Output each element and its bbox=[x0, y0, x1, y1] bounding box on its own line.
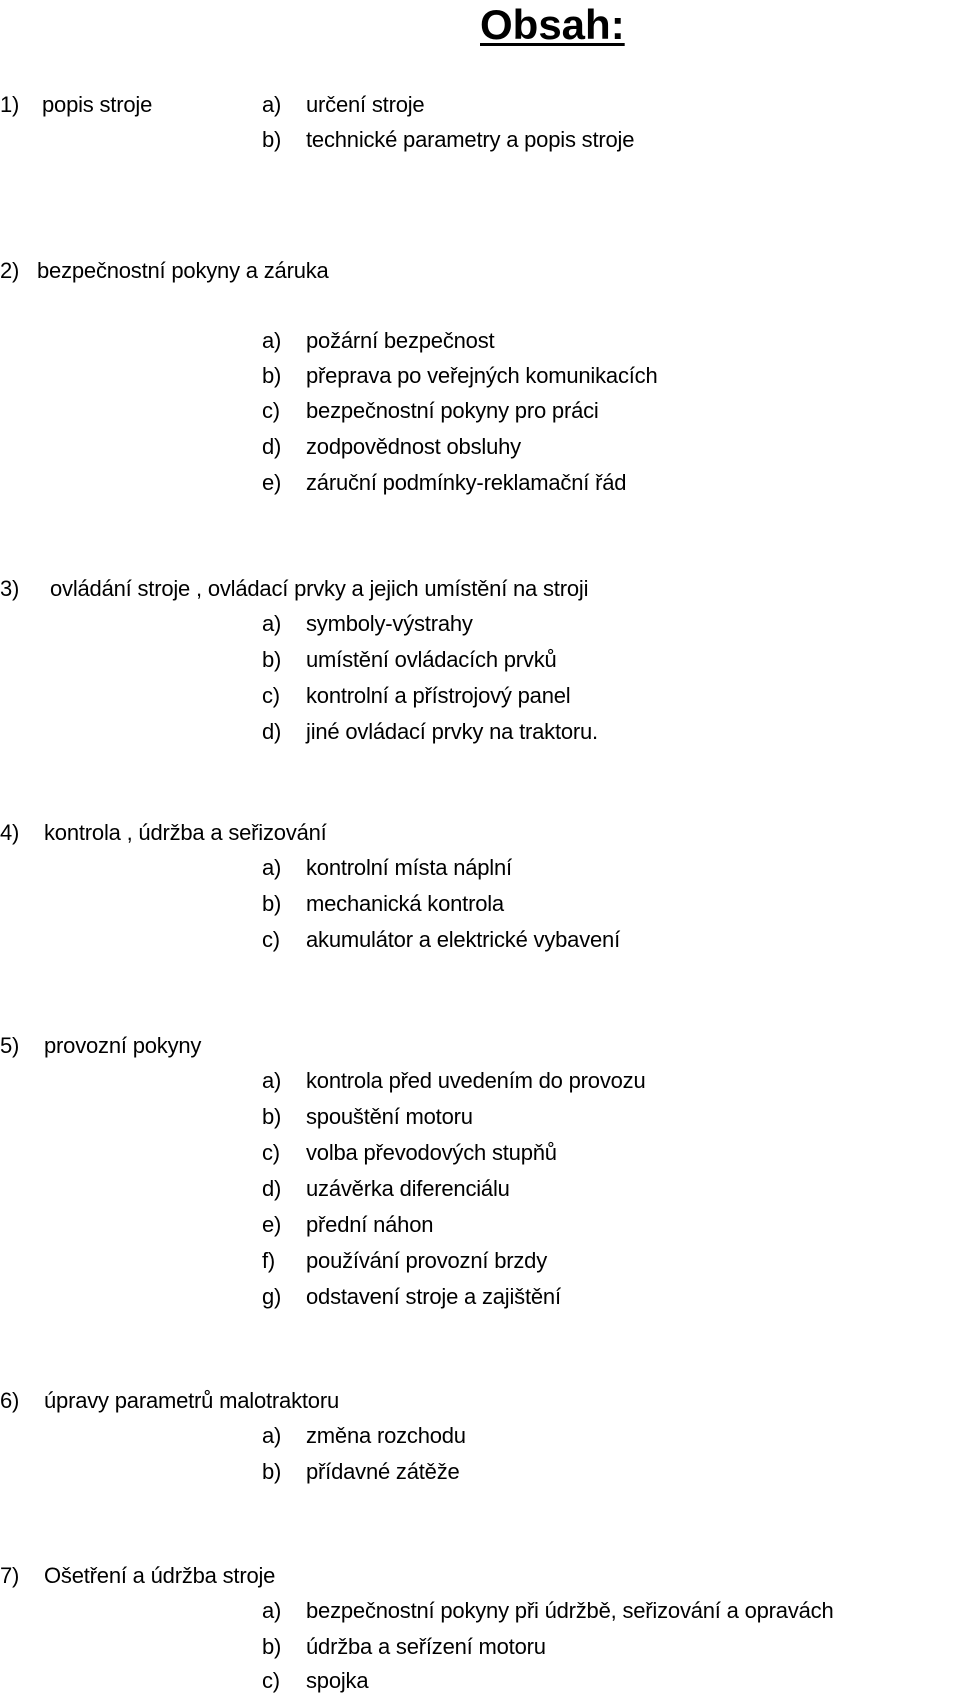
list-item bbox=[262, 468, 626, 498]
section-number: 7) bbox=[0, 1563, 20, 1588]
section-heading bbox=[0, 1561, 275, 1591]
section-heading bbox=[0, 256, 329, 286]
list-item bbox=[262, 1066, 646, 1096]
section-title: kontrola , údržba a seřizování bbox=[44, 820, 327, 845]
item-text: symboly-výstrahy bbox=[306, 611, 473, 636]
list-item bbox=[262, 1421, 466, 1451]
section-number: 5) bbox=[0, 1033, 20, 1058]
item-text: akumulátor a elektrické vybavení bbox=[306, 927, 620, 952]
item-letter: a) bbox=[262, 1423, 282, 1448]
item-text: umístění ovládacích prvků bbox=[306, 647, 557, 672]
section-number: 6) bbox=[0, 1388, 20, 1413]
item-letter: b) bbox=[262, 1104, 282, 1129]
item-letter: b) bbox=[262, 891, 282, 916]
item-text: jiné ovládací prvky na traktoru. bbox=[306, 719, 598, 744]
list-item bbox=[262, 1138, 557, 1168]
list-item bbox=[262, 1246, 547, 1276]
item-text: bezpečnostní pokyny při údržbě, seřizování a opravách bbox=[306, 1598, 834, 1623]
section-number: 2) bbox=[0, 258, 20, 283]
list-item bbox=[262, 1666, 368, 1696]
item-text: technické parametry a popis stroje bbox=[306, 127, 635, 152]
item-text: mechanická kontrola bbox=[306, 891, 504, 916]
list-item bbox=[262, 681, 570, 711]
list-item bbox=[262, 361, 658, 391]
section-title: popis stroje bbox=[42, 92, 153, 117]
list-item bbox=[262, 645, 557, 675]
list-item bbox=[262, 1282, 561, 1312]
section-number: 3) bbox=[0, 576, 20, 601]
item-letter: a) bbox=[262, 92, 282, 117]
list-item bbox=[262, 925, 620, 955]
list-item bbox=[262, 717, 598, 747]
item-letter: a) bbox=[262, 855, 282, 880]
item-letter: b) bbox=[262, 127, 282, 152]
list-item bbox=[262, 1596, 834, 1626]
section-heading bbox=[0, 818, 327, 848]
item-text: změna rozchodu bbox=[306, 1423, 466, 1448]
item-text: přední náhon bbox=[306, 1212, 434, 1237]
item-text: volba převodových stupňů bbox=[306, 1140, 557, 1165]
item-letter: d) bbox=[262, 434, 282, 459]
list-item bbox=[262, 125, 634, 155]
item-letter: b) bbox=[262, 647, 282, 672]
section-heading bbox=[0, 574, 588, 604]
item-letter: c) bbox=[262, 683, 280, 708]
item-letter: a) bbox=[262, 1068, 282, 1093]
list-item bbox=[262, 1102, 473, 1132]
item-text: zodpovědnost obsluhy bbox=[306, 434, 521, 459]
item-text: používání provozní brzdy bbox=[306, 1248, 548, 1273]
section-heading bbox=[0, 1386, 339, 1416]
item-letter: a) bbox=[262, 1598, 282, 1623]
item-text: spouštění motoru bbox=[306, 1104, 473, 1129]
item-letter: g) bbox=[262, 1284, 282, 1309]
page-title: Obsah: bbox=[480, 1, 625, 48]
item-letter: d) bbox=[262, 1176, 282, 1201]
section-number: 4) bbox=[0, 820, 20, 845]
list-item bbox=[262, 432, 521, 462]
section-title: úpravy parametrů malotraktoru bbox=[44, 1388, 339, 1413]
list-item bbox=[262, 1632, 546, 1662]
item-letter: b) bbox=[262, 1459, 282, 1484]
section-title: provozní pokyny bbox=[44, 1033, 202, 1058]
item-text: určení stroje bbox=[306, 92, 425, 117]
item-text: údržba a seřízení motoru bbox=[306, 1634, 546, 1659]
item-text: spojka bbox=[306, 1668, 369, 1693]
item-text: bezpečnostní pokyny pro práci bbox=[306, 398, 599, 423]
item-letter: c) bbox=[262, 1140, 280, 1165]
item-text: kontrolní a přístrojový panel bbox=[306, 683, 571, 708]
list-item bbox=[262, 609, 473, 639]
list-item bbox=[262, 326, 494, 356]
list-item bbox=[262, 396, 599, 426]
section-title: bezpečnostní pokyny a záruka bbox=[37, 258, 329, 283]
item-letter: f) bbox=[262, 1248, 276, 1273]
section-heading bbox=[0, 90, 152, 120]
list-item bbox=[262, 853, 512, 883]
list-item bbox=[262, 1457, 460, 1487]
item-text: přeprava po veřejných komunikacích bbox=[306, 363, 658, 388]
list-item bbox=[262, 1210, 433, 1240]
item-letter: b) bbox=[262, 363, 282, 388]
item-text: odstavení stroje a zajištění bbox=[306, 1284, 561, 1309]
item-letter: e) bbox=[262, 1212, 282, 1237]
item-text: uzávěrka diferenciálu bbox=[306, 1176, 510, 1201]
item-letter: e) bbox=[262, 470, 282, 495]
list-item bbox=[262, 1174, 510, 1204]
item-letter: c) bbox=[262, 927, 280, 952]
section-heading bbox=[0, 1031, 201, 1061]
section-title: Ošetření a údržba stroje bbox=[44, 1563, 276, 1588]
item-text: záruční podmínky-reklamační řád bbox=[306, 470, 627, 495]
item-letter: d) bbox=[262, 719, 282, 744]
item-text: přídavné zátěže bbox=[306, 1459, 460, 1484]
section-title: ovládání stroje , ovládací prvky a jejich umístění na stroji bbox=[50, 576, 589, 601]
item-letter: b) bbox=[262, 1634, 282, 1659]
item-letter: c) bbox=[262, 398, 280, 423]
item-letter: a) bbox=[262, 611, 282, 636]
list-item bbox=[262, 889, 504, 919]
section-number: 1) bbox=[0, 92, 20, 117]
list-item bbox=[262, 90, 424, 120]
item-text: požární bezpečnost bbox=[306, 328, 495, 353]
item-text: kontrolní místa náplní bbox=[306, 855, 512, 880]
item-text: kontrola před uvedením do provozu bbox=[306, 1068, 646, 1093]
item-letter: c) bbox=[262, 1668, 280, 1693]
item-letter: a) bbox=[262, 328, 282, 353]
